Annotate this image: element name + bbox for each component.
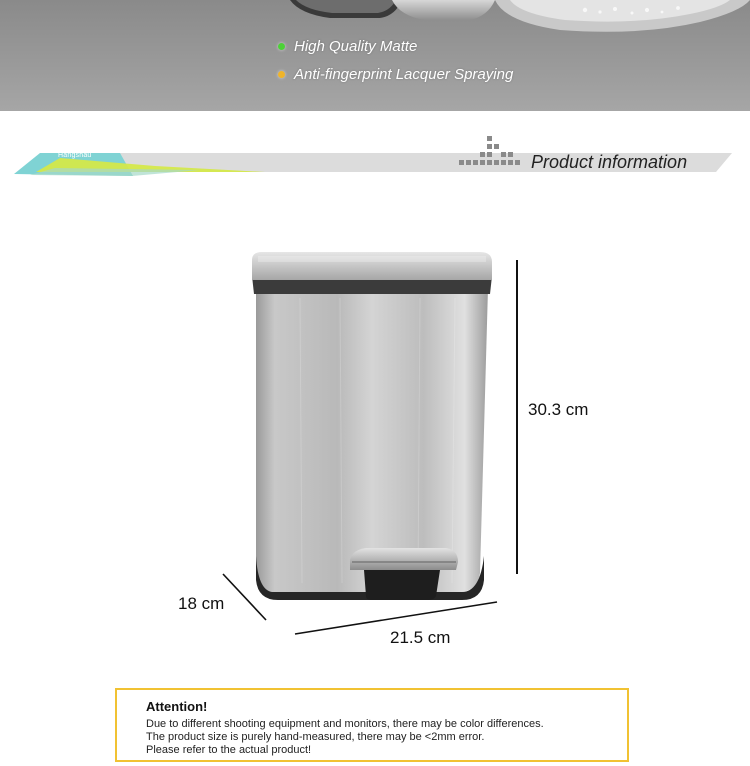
brand-label: Hangshau [58, 152, 92, 159]
depth-dimension: 18 cm [178, 594, 225, 613]
section-header [0, 128, 750, 188]
height-dimension: 30.3 cm [528, 400, 589, 419]
section-title: Product information [531, 152, 688, 172]
green-bullet-icon [278, 43, 285, 50]
attention-title: Attention! [146, 699, 208, 714]
orange-bullet-icon [278, 71, 285, 78]
product-photo-banner [0, 0, 750, 111]
feature-item-lacquer [278, 66, 513, 83]
pixel-squares-icon [459, 136, 520, 165]
feature-label: High Quality Matte [294, 38, 418, 55]
feature-label: Anti-fingerprint Lacquer Spraying [294, 66, 514, 83]
attention-line: Due to different shooting equipment and monitors, there may be color differences. [146, 718, 544, 730]
width-dimension: 21.5 cm [390, 628, 451, 647]
hero-banner [0, 0, 750, 111]
product-diagram [0, 188, 750, 658]
trash-bin-illustration [0, 188, 750, 658]
attention-line: The product size is purely hand-measured, there may be <2mm error. [146, 731, 485, 743]
attention-line: Please refer to the actual product! [146, 744, 312, 756]
attention-notice [115, 688, 629, 762]
feature-item-matte [278, 38, 417, 55]
